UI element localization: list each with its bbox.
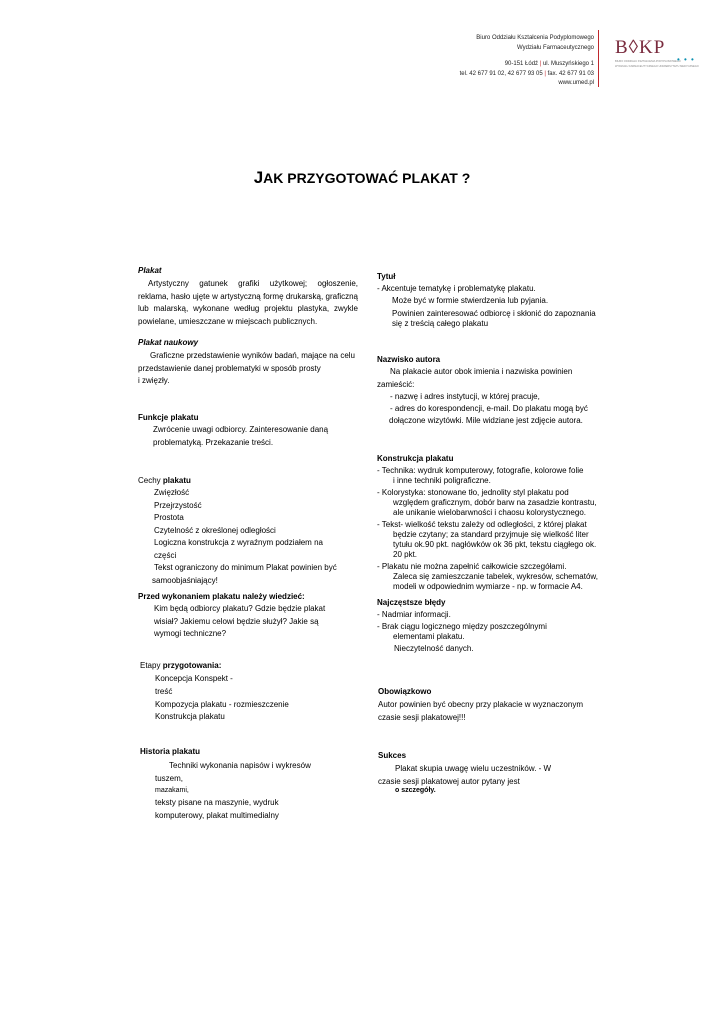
konstrukcja-line: - Tekst- wielkość tekstu zależy od odległości, z której plakat (377, 520, 587, 529)
cechy-item: Tekst ograniczony do minimum Plakat powinien być (154, 563, 337, 572)
konstrukcja-line: - Kolorystyka: stonowane tło, jednolity styl plakatu pod (377, 488, 569, 497)
header-line-4: tel. 42 677 91 02, 42 677 93 05 | fax. 42 677 91 03 (459, 70, 594, 77)
sukces-line-3: o szczegóły. (395, 787, 436, 794)
historia-line-1: Techniki wykonania napisów i wykresów (169, 761, 311, 770)
plakat-definition: Artystyczny gatunek grafiki użytkowej; ogłoszenie, reklama, hasło ujęte w artystyczną formę drukarską, graficzną lub malarską, wykonane według projektu plastyka, zwykle powielane, umieszczane w miejscach publicznych. (138, 279, 358, 326)
bledy-line-1: - Nadmiar informacji. (377, 610, 451, 619)
header-line-3: 90-151 Łódź | ul. Muszyńskiego 1 (504, 61, 594, 67)
cechy-item: Przejrzystość (154, 501, 202, 510)
cechy-heading: Cechy plakatu (138, 476, 191, 485)
cechy-item: Czytelność z określonej odległości (154, 526, 276, 535)
autor-heading: Nazwisko autora (377, 355, 441, 364)
cechy-item: samoobjaśniający! (152, 576, 218, 585)
bokp-logo: B◊KP • • • BIURO ODDZIAŁU KSZTAŁCENIA PODYPLOMOWEGO WYDZIAŁU FARMACEUTYCZNEGO UNIWERSYTETU MEDYCZNEGO (615, 37, 699, 69)
historia-line-5: komputerowy, plakat multimedialny (155, 811, 279, 820)
tytul-line-1: - Akcentuje tematykę i problematykę plakatu. (377, 284, 536, 293)
sukces-line-1: Plakat skupia uwagę wielu uczestników. - W (395, 764, 552, 773)
etapy-line-3: Kompozycja plakatu - rozmieszczenie (155, 700, 289, 709)
konstrukcja-line: - Plakatu nie można zapełnić całkowicie szczegółami. (377, 562, 567, 571)
etapy-heading: Etapy przygotowania: (140, 661, 222, 670)
bledy-heading: Najczęstsze błędy (377, 598, 446, 607)
header-divider (598, 30, 599, 87)
konstrukcja-line: 20 pkt. (393, 550, 418, 559)
historia-line-3: mazakami, (155, 787, 189, 794)
historia-heading: Historia plakatu (140, 747, 201, 756)
konstrukcja-line: - Technika: wydruk komputerowy, fotografie, kolorowe folie (377, 466, 584, 475)
plakat-naukowy-heading: Plakat naukowy (138, 338, 199, 347)
etapy-line-2: treść (155, 687, 173, 696)
obowiazkowo-line-2: czasie sesji plakatowej!!! (378, 713, 466, 722)
autor-line-3: - nazwę i adres instytucji, w której pracuje, (390, 392, 540, 401)
tytul-line-4: się z treścią całego plakatu (392, 319, 489, 328)
header-line-1: Biuro Oddziału Kształcenia Podyplomowego (476, 35, 594, 41)
header-address (460, 34, 594, 89)
plakat-heading: Plakat (138, 266, 162, 275)
sukces-heading: Sukces (378, 751, 407, 760)
konstrukcja-line: ale unikanie wielobarwności i chaosu kolorystycznego. (393, 508, 586, 517)
tytul-line-2: Może być w formie stwierdzenia lub pyjania. (392, 296, 549, 305)
obowiazkowo-line-1: Autor powinien być obecny przy plakacie w wyznaczonym (378, 700, 583, 709)
naukowy-line-2: przedstawienie danej problematyki w sposób prosty (138, 364, 321, 373)
tytul-heading: Tytuł (377, 272, 396, 281)
page-title: JAK PRZYGOTOWAĆ PLAKAT ? (253, 168, 471, 187)
konstrukcja-line: modeli w odpowiednim wymiarze - np. w formacie A4. (393, 582, 583, 591)
konstrukcja-line: i inne techniki poligraficzne. (393, 476, 491, 485)
cechy-item: Logiczna konstrukcja z wyraźnym podziałem na (154, 538, 323, 547)
obowiazkowo-heading: Obowiązkowo (378, 687, 432, 696)
naukowy-line-3: i zwięzły. (138, 376, 170, 385)
przed-heading: Przed wykonaniem plakatu należy wiedzieć: (138, 592, 305, 601)
konstrukcja-line: względem graficznym, dobór barw na zasadzie kontrastu, (393, 498, 597, 507)
cechy-item: Prostota (154, 513, 184, 522)
przed-line-1: Kim będą odbiorcy plakatu? Gdzie będzie plakat (154, 604, 326, 613)
bledy-line-2: - Brak ciągu logicznego między poszczególnymi (377, 622, 547, 631)
historia-line-2: tuszem, (155, 774, 184, 783)
bledy-line-4: Nieczytelność danych. (394, 644, 474, 653)
sukces-line-2: czasie sesji plakatowej autor pytany jest (378, 777, 520, 786)
tytul-line-3: Powinien zainteresować odbiorcę i skłonić do zapoznania (392, 309, 596, 318)
konstrukcja-line: będzie czytany; za standard przyjmuje się wielkość liter (393, 530, 589, 539)
header-line-2: Wydziału Farmaceutycznego (517, 44, 594, 51)
cechy-item: części (154, 551, 177, 560)
autor-line-2: zamieścić: (377, 380, 415, 389)
historia-line-4: teksty pisane na maszynie, wydruk (155, 798, 279, 807)
przed-line-3: wymogi techniczne? (154, 629, 227, 638)
autor-line-5: dołączone wizytówki. Mile widziane jest zdjęcie autora. (389, 416, 583, 425)
funkcje-line-1: Zwrócenie uwagi odbiorcy. Zainteresowanie daną (153, 425, 329, 434)
konstrukcja-heading: Konstrukcja plakatu (377, 454, 454, 463)
header-website: www.umed.pl (558, 80, 594, 86)
funkcje-line-2: problematyką. Przekazanie treści. (153, 438, 274, 447)
etapy-line-4: Konstrukcja plakatu (155, 712, 225, 721)
konstrukcja-line: Zaleca się zamieszczanie tabelek, wykresów, schematów, (393, 572, 598, 581)
etapy-line-1: Koncepcja Konspekt - (155, 674, 233, 683)
konstrukcja-line: tytułu ok.90 pkt. nagłówków ok 36 pkt, tekstu ciągłego ok. (393, 540, 597, 549)
autor-line-1: Na plakacie autor obok imienia i nazwiska powinien (390, 367, 573, 376)
cechy-item: Zwięzłość (154, 488, 190, 497)
bledy-line-3: elementami plakatu. (393, 632, 465, 641)
przed-line-2: wisiał? Jakiemu celowi będzie służył? Jakie są (154, 617, 319, 626)
autor-line-4: - adres do korespondencji, e-mail. Do plakatu mogą być (390, 404, 588, 413)
naukowy-line-1: Graficzne przedstawienie wyników badań, mające na celu (150, 351, 355, 360)
funkcje-heading: Funkcje plakatu (138, 413, 199, 422)
